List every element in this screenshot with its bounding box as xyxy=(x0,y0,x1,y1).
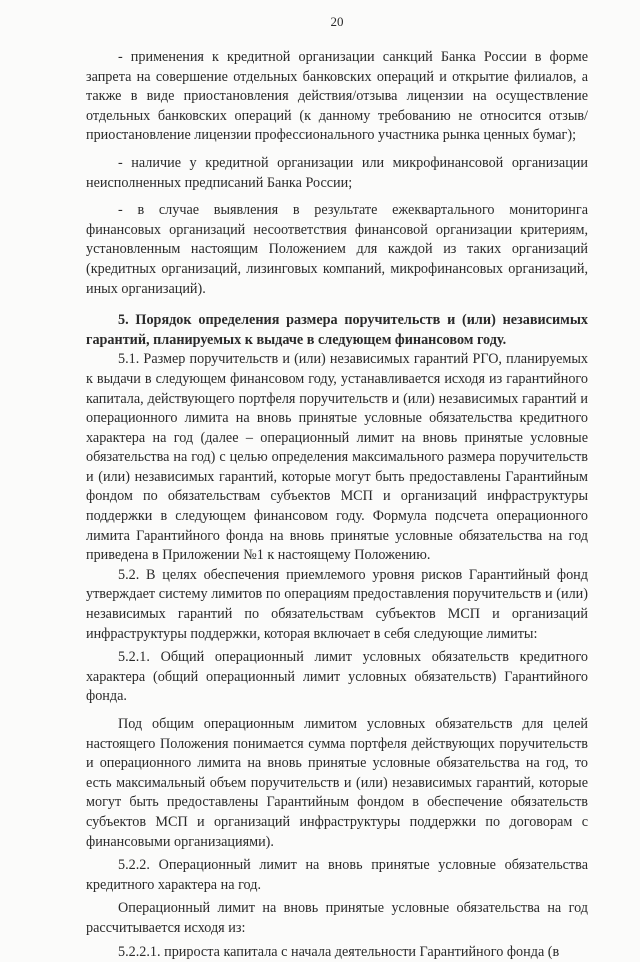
paragraph-sanctions: - применения к кредитной организации санкций Банка России в форме запрета на совершение отдельных банковских операций и открытие филиалов, а также в виде приостановления действия/отзыва лицензии на осуществление отдельных банковских операций (к данному требованию не относится отзыв/приостановление лицензии профессионального участника рынка ценных бумаг); xyxy=(86,49,588,144)
paragraph-unfulfilled-orders: - наличие у кредитной организации или микрофинансовой организации неисполненных предписаний Банка России; xyxy=(86,154,588,191)
paragraph-5-2-2: 5.2.2. Операционный лимит на вновь принятые условные обязательства кредитного характера на год. xyxy=(86,857,588,893)
paragraph-5-1: 5.1. Размер поручительств и (или) независимых гарантий РГО, планируемых к выдачи в следующем финансовом году, устанавливается исходя из гарантийного капитала, действующего портфеля поручительств и (или) независимых гарантий и операционного лимита на вновь принятые условные обязательства кредитного характера на год (далее – операционный лимит на вновь принятые условные обязательства на год) с целью определения максимального размера поручительств и (или) независимых гарантий, которые могут быть предоставлены Гарантийным фондом по обязательствам субъектов МСП и организаций инфраструктуры поддержки в следующем финансовом году. Формула подсчета операционного лимита Гарантийного фонда на вновь принятые условные обязательства на год приведена в Приложении №1 к настоящему Положению. xyxy=(86,351,588,564)
paragraph-5-2-2-1: 5.2.2.1. прироста капитала с начала деятельности Гарантийного фонда (в xyxy=(118,943,560,960)
paragraph-operational-limit: Операционный лимит на вновь принятые условные обязательства на год рассчитывается исходя из: xyxy=(86,900,588,936)
paragraph-5-2: 5.2. В целях обеспечения приемлемого уровня рисков Гарантийный фонд утверждает систему лимитов по операциям предоставления поручительств и (или) независимых гарантий по обязательствам субъектов МСП и организаций инфраструктуры поддержки, которая включает в себя следующие лимиты: xyxy=(86,566,588,642)
page-number: 20 xyxy=(330,14,344,29)
section-heading-5: 5. Порядок определения размера поручительств и (или) независимых гарантий, планируемых к выдаче в следующем финансовом году. xyxy=(86,312,588,348)
paragraph-5-2-1: 5.2.1. Общий операционный лимит условных обязательств кредитного характера (общий операционный лимит условных обязательств) Гарантийного фонда. xyxy=(86,649,588,705)
paragraph-general-limit-definition: Под общим операционным лимитом условных обязательств для целей настоящего Положения понимается сумма портфеля действующих поручительств и операционного лимита на вновь принятые условные обязательства на год, то есть максимальный объем поручительств и (или) независимых гарантий, которые могут быть предоставлены Гарантийным фондом в обеспечение обязательств субъектов МСП и организаций инфраструктуры поддержки по договорам с финансовыми организациями). xyxy=(86,716,588,850)
paragraph-monitoring: - в случае выявления в результате ежеквартального мониторинга финансовых организаций несоответствия финансовой организации критериям, установленным настоящим Положением для каждой из таких организаций (кредитных организаций, лизинговых компаний, микрофинансовых организаций, иных организаций). xyxy=(86,202,588,297)
